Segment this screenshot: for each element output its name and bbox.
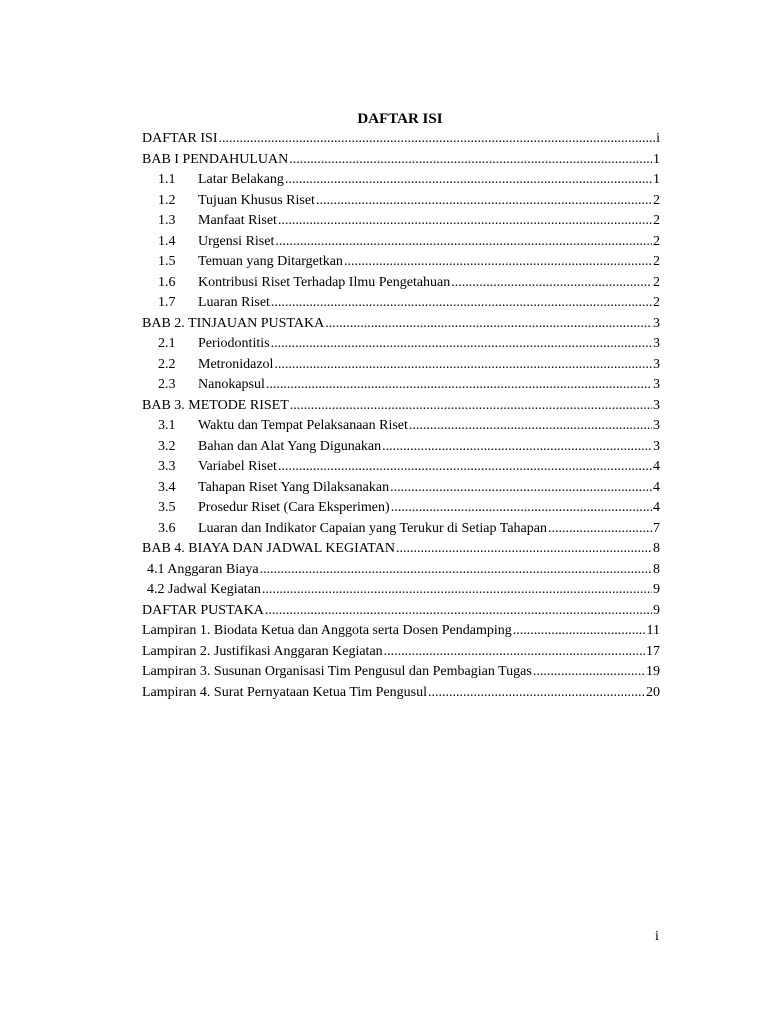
- toc-entry-label: Tahapan Riset Yang Dilaksanakan: [198, 479, 390, 495]
- toc-entry: [142, 498, 660, 519]
- toc-entry: [142, 150, 660, 171]
- toc-leader-dots: [325, 314, 652, 335]
- toc-leader-dots: [278, 211, 652, 232]
- toc-leader-dots: [533, 662, 645, 683]
- toc-entry-page: 4: [653, 500, 660, 515]
- toc-entry: [142, 519, 660, 540]
- toc-entry: [142, 437, 660, 458]
- toc-entry: [142, 416, 660, 437]
- toc-entry-page: i: [656, 131, 660, 146]
- toc-leader-dots: [275, 232, 652, 253]
- toc-entry: [142, 457, 660, 478]
- toc-entry-label: Nanokapsul: [198, 377, 265, 392]
- toc-entry-number: 1.2: [158, 192, 176, 208]
- toc-entry-page: 3: [653, 336, 660, 351]
- toc-entry-page: 3: [653, 356, 660, 372]
- toc-entry-page: 2: [653, 233, 660, 249]
- toc-entry-number: 2.3: [158, 377, 176, 392]
- toc-leader-dots: [451, 273, 652, 294]
- toc-entry-label: Waktu dan Tempat Pelaksanaan Riset: [198, 418, 408, 433]
- toc-entry-label: Luaran dan Indikator Capaian yang Terukur di Setiap Tahapan: [198, 520, 547, 536]
- toc-entry: [142, 560, 660, 581]
- toc-leader-dots: [391, 498, 652, 519]
- toc-entry-page: 2: [653, 192, 660, 208]
- toc-entry-page: 7: [653, 520, 660, 536]
- toc-entry-page: 3: [653, 418, 660, 433]
- toc-entry-page: 2: [653, 274, 660, 290]
- toc-leader-dots: [278, 457, 652, 478]
- toc-leader-dots: [290, 396, 652, 417]
- toc-entry-label: Lampiran 1. Biodata Ketua dan Anggota serta Dosen Pendamping: [142, 623, 512, 638]
- toc-entry-number: 3.4: [158, 479, 176, 495]
- toc-leader-dots: [271, 293, 652, 314]
- toc-entry-number: 3.3: [158, 459, 176, 474]
- toc-entry: [142, 662, 660, 683]
- toc-entry: [142, 129, 660, 150]
- toc-entry-label: BAB 4. BIAYA DAN JADWAL KEGIATAN: [142, 541, 395, 556]
- toc-entry-label: DAFTAR PUSTAKA: [142, 602, 264, 618]
- toc-entry-page: 3: [653, 377, 660, 392]
- toc-entry-number: 1.5: [158, 254, 176, 269]
- toc-entry-page: 8: [653, 561, 660, 577]
- toc-entry-page: 1: [653, 151, 660, 167]
- toc-entry-number: 1.3: [158, 213, 176, 228]
- toc-entry: [142, 478, 660, 499]
- toc-entry-number: 3.1: [158, 418, 176, 433]
- toc-entry-label: Luaran Riset: [198, 295, 270, 310]
- toc-leader-dots: [344, 252, 652, 273]
- toc-entry-label: Metronidazol: [198, 356, 274, 372]
- toc-entry-label: Manfaat Riset: [198, 213, 277, 228]
- toc-entry-page: 11: [646, 623, 660, 638]
- toc-entry-label: Variabel Riset: [198, 459, 277, 474]
- toc-entry-page: 2: [653, 295, 660, 310]
- toc-entry: [142, 375, 660, 396]
- toc-entry: [142, 539, 660, 560]
- toc-entry-number: 3.6: [158, 520, 176, 536]
- toc-entry-label: BAB 2. TINJAUAN PUSTAKA: [142, 315, 325, 331]
- toc-entry: [142, 580, 660, 601]
- toc-entry-page: 17: [646, 643, 660, 659]
- toc-entry: [142, 355, 660, 376]
- toc-entry-page: 8: [653, 541, 660, 556]
- toc-entry: [142, 396, 660, 417]
- toc-entry-label: Kontribusi Riset Terhadap Ilmu Pengetahuan: [198, 274, 451, 290]
- toc-leader-dots: [265, 601, 652, 622]
- toc-entry-number: 3.5: [158, 500, 176, 515]
- toc-entry-page: 1: [653, 172, 660, 187]
- toc-entry-number: 2.2: [158, 356, 176, 372]
- toc-leader-dots: [271, 334, 652, 355]
- toc-entry-page: 19: [646, 664, 660, 679]
- toc-entry-label: BAB 3. METODE RISET: [142, 397, 289, 413]
- toc-entry: [142, 252, 660, 273]
- toc-entry: [142, 683, 660, 704]
- toc-entry: [142, 170, 660, 191]
- toc-leader-dots: [262, 580, 652, 601]
- toc-entry-label: Lampiran 3. Susunan Organisasi Tim Pengusul dan Pembagian Tugas: [142, 664, 532, 679]
- toc-entry: [142, 621, 660, 642]
- toc-entry-label: Lampiran 4. Surat Pernyataan Ketua Tim Pengusul: [142, 684, 428, 700]
- toc-entry-page: 9: [653, 582, 660, 597]
- toc-entry-page: 2: [653, 254, 660, 269]
- toc-leader-dots: [285, 170, 652, 191]
- toc-leader-dots: [384, 642, 645, 663]
- toc-entry-page: 9: [653, 602, 660, 618]
- toc-leader-dots: [316, 191, 652, 212]
- toc-leader-dots: [219, 129, 656, 150]
- toc-entry-label: 4.2 Jadwal Kegiatan: [147, 582, 261, 597]
- toc-entry-page: 2: [653, 213, 660, 228]
- toc-leader-dots: [548, 519, 652, 540]
- toc-entry-page: 3: [653, 315, 660, 331]
- toc-entry-number: 1.6: [158, 274, 176, 290]
- toc-entry-label: Periodontitis: [198, 336, 270, 351]
- toc-entry-number: 1.7: [158, 295, 176, 310]
- toc-entry-label: Lampiran 2. Justifikasi Anggaran Kegiatan: [142, 643, 383, 659]
- toc-entry: [142, 601, 660, 622]
- toc-leader-dots: [513, 621, 646, 642]
- toc-entry-number: 1.4: [158, 233, 176, 249]
- toc-entry-page: 3: [653, 397, 660, 413]
- toc-leader-dots: [289, 150, 652, 171]
- toc-entry-label: Latar Belakang: [198, 172, 284, 187]
- toc-leader-dots: [382, 437, 652, 458]
- toc-entry: [142, 273, 660, 294]
- toc-entry: [142, 314, 660, 335]
- toc-leader-dots: [396, 539, 652, 560]
- toc-entry-label: Tujuan Khusus Riset: [198, 192, 315, 208]
- toc-entry-page: 3: [653, 438, 660, 454]
- toc-entry-label: Urgensi Riset: [198, 233, 275, 249]
- toc-entry-number: 1.1: [158, 172, 176, 187]
- page-title: DAFTAR ISI: [357, 111, 443, 127]
- toc-leader-dots: [266, 375, 652, 396]
- toc-entry: [142, 211, 660, 232]
- toc-entry: [142, 191, 660, 212]
- toc-entry-number: 3.2: [158, 438, 176, 454]
- toc-entry-label: BAB I PENDAHULUAN: [142, 151, 289, 167]
- toc-entry-label: Temuan yang Ditargetkan: [198, 254, 343, 269]
- toc-leader-dots: [260, 560, 652, 581]
- toc-entry-label: 4.1 Anggaran Biaya: [147, 561, 259, 577]
- toc-entry-number: 2.1: [158, 336, 176, 351]
- toc-entry-label: DAFTAR ISI: [142, 131, 218, 146]
- toc-entry-page: 20: [646, 684, 660, 700]
- toc-leader-dots: [390, 478, 652, 499]
- toc-entry-page: 4: [653, 479, 660, 495]
- toc-entry: [142, 642, 660, 663]
- toc-leader-dots: [428, 683, 645, 704]
- toc-entry-label: Bahan dan Alat Yang Digunakan: [198, 438, 382, 454]
- toc-entry: [142, 232, 660, 253]
- toc-leader-dots: [274, 355, 652, 376]
- toc-entry-page: 4: [653, 459, 660, 474]
- page-number: i: [655, 929, 659, 944]
- toc-entry-label: Prosedur Riset (Cara Eksperimen): [198, 500, 390, 515]
- toc-leader-dots: [409, 416, 652, 437]
- toc-entry: [142, 293, 660, 314]
- table-of-contents: [142, 129, 660, 703]
- toc-entry: [142, 334, 660, 355]
